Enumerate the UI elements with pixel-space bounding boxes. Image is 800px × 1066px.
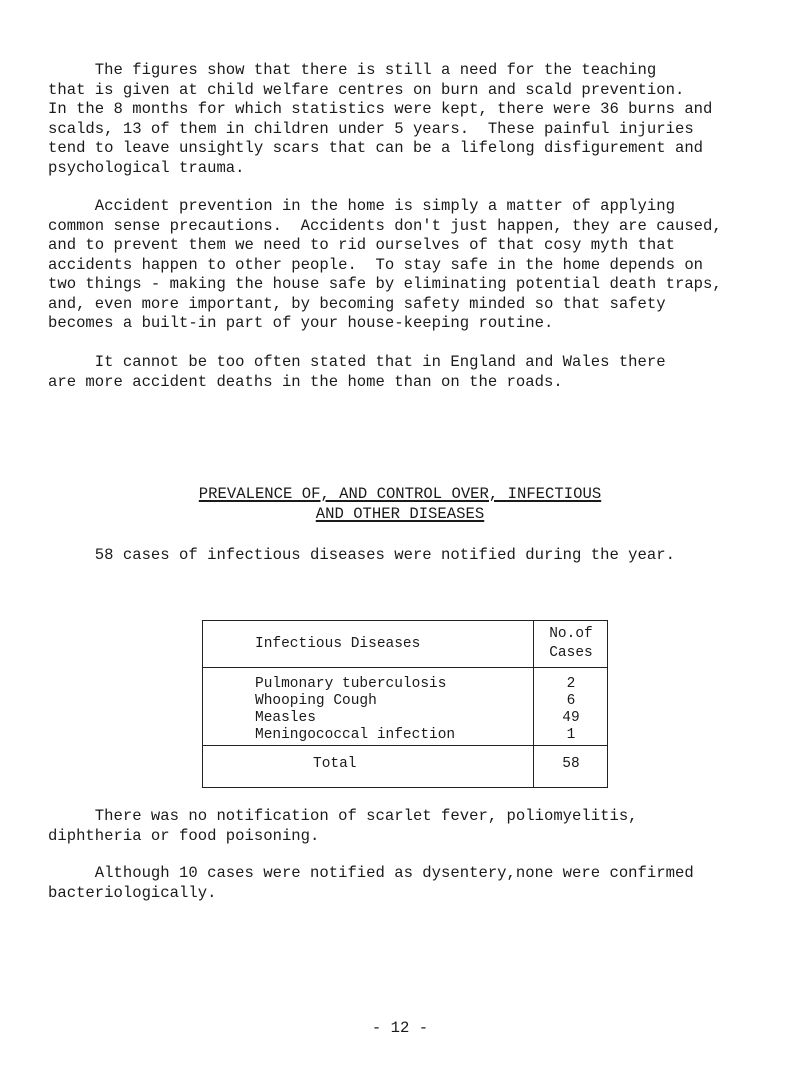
infectious-diseases-table <box>202 620 608 788</box>
table-row-disease: Whooping Cough <box>255 693 377 709</box>
paragraph-dysentery: Although 10 cases were notified as dysentery,none were confirmed bacteriologically. <box>48 864 694 902</box>
table-row-cases: 6 <box>566 693 576 709</box>
table-total-divider <box>203 745 607 746</box>
paragraph-no-notification: There was no notification of scarlet fever, poliomyelitis, diphtheria or food poisoning. <box>48 807 638 845</box>
table-row-disease: Measles <box>255 710 316 726</box>
table-header-cases-line-2: Cases <box>549 645 593 661</box>
paragraph-accident-prevention: Accident prevention in the home is simply a matter of applying common sense precautions. Accidents don't just happen, they are caused, and to prevent them we need to rid ourselves of that cosy myth that accidents happen to other people. To stay safe in the home depends on two things - making the house safe by eliminating potential death traps, and, even more important, by becoming safety minded so that safety becomes a built-in part of your house-keeping routine. <box>48 197 722 332</box>
table-total-label: Total <box>313 756 357 772</box>
table-total-value: 58 <box>562 756 580 772</box>
table-row-disease: Pulmonary tuberculosis <box>255 676 447 692</box>
table-header-disease: Infectious Diseases <box>255 636 421 652</box>
table-row-cases: 1 <box>566 727 576 743</box>
section-heading-line-2: AND OTHER DISEASES <box>315 505 485 523</box>
section-heading-line-1: PREVALENCE OF, AND CONTROL OVER, INFECTIOUS <box>198 485 602 503</box>
table-header-cases-line-1: No.of <box>549 626 593 642</box>
paragraph-accident-deaths: It cannot be too often stated that in England and Wales there are more accident deaths in the home than on the roads. <box>48 353 666 391</box>
paragraph-cases-notified: 58 cases of infectious diseases were notified during the year. <box>48 546 675 564</box>
table-header-divider <box>203 667 607 668</box>
paragraph-burns: The figures show that there is still a need for the teaching that is given at child welfare centres on burn and scald prevention. In the 8 months for which statistics were kept, there were 36 burns and scalds, 13 of them in children under 5 years. These painful injuries tend to leave unsightly scars that can be a lifelong disfigurement and psychological trauma. <box>48 61 713 177</box>
page-number: - 12 - <box>371 1019 429 1037</box>
table-row-cases: 49 <box>562 710 580 726</box>
table-row-disease: Meningococcal infection <box>255 727 456 743</box>
table-row-cases: 2 <box>566 676 576 692</box>
